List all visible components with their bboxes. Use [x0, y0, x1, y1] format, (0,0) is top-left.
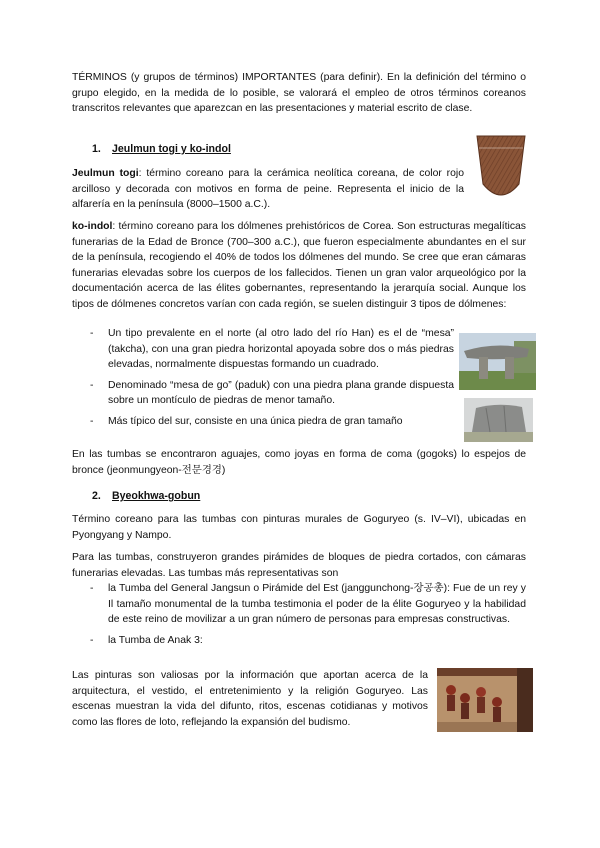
tombs-artifacts-paragraph: En las tumbas se encontraron aguajes, como joyas en forma de coma (gogoks) lo espejos de bronce (jeonmungyeon-전문경경) [72, 449, 526, 476]
jeulmun-pottery-image [473, 132, 529, 208]
intro-paragraph: TÉRMINOS (y grupos de términos) IMPORTANTES (para definir). En la definición del término o grupo elegido, en la medida de lo posible, se valorará el empleo de otros términos coreanos transcritos relevantes que aparezcan en las presentaciones y material escrito de clase. [72, 72, 526, 115]
tombs-list [90, 581, 526, 653]
koindol-paragraph [72, 219, 526, 313]
pyramids-paragraph: Para las tumbas, construyeron grandes pirámides de bloques de piedra cortados, con cámaras funerarias elevadas. Las tumbas más representativas son [72, 552, 526, 579]
go-table-dolmen-image [464, 398, 533, 442]
list-item: - Denominado “mesa de go” (paduk) con una piedra plana grande dispuesta sobre un montículo de piedras de menor tamaño. [90, 378, 454, 409]
section-1-number: 1. [92, 143, 101, 155]
section-2-title: Byeokhwa-gobun [112, 490, 201, 502]
mural-painting-image [437, 668, 533, 732]
koindol-term: ko-indol [72, 221, 113, 232]
list-item: - Un tipo prevalente en el norte (al otro lado del río Han) es el de “mesa” (takcha), con una gran piedra horizontal apoyada sobre dos o más piedras elevadas, normalmente dispuestas formando un cuadrado. [90, 326, 454, 373]
section-2-number: 2. [92, 490, 101, 502]
list-item: - la Tumba de Anak 3: [90, 633, 526, 649]
paintings-paragraph: Las pinturas son valiosas por la información que aportan acerca de la arquitectura, el vestido, el entretenimiento y la religión Goguryeo. Las escenas muestran la vida del difunto, ritos, escenas cotidianas y motivos como las flores de loto, reflejando la expansión del budismo. [72, 670, 428, 728]
section-2-heading [92, 490, 200, 502]
list-item: - la Tumba del General Jangsun o Pirámide del Est (janggunchong-장공총): Fue de un rey y Il tamaño monumental de la tumba testimonia el poder de la élite Goguryeo y la habilidad de este reino de movilizar a un gran número de personas para empresas constructivas. [90, 581, 526, 628]
jeulmun-term: Jeulmun togi [72, 168, 139, 179]
byeokhwa-definition: Término coreano para las tumbas con pinturas murales de Goguryeo (s. IV–VI), ubicadas en Pyongyang y Nampo. [72, 514, 526, 541]
list-item: - Más típico del sur, consiste en una única piedra de gran tamaño [90, 414, 454, 430]
dolmen-types-list [90, 326, 454, 435]
table-dolmen-image [459, 333, 536, 390]
section-1-heading [92, 143, 231, 155]
jeulmun-paragraph [72, 166, 464, 213]
koindol-definition: : término coreano para los dólmenes prehistóricos de Corea. Son estructuras megalíticas funerarias de la Edad de Bronce (700–300 a.C.), que fueron especialmente abundantes en el sur de la península, recogiendo el 40% de todos los dólmenes del mundo. Se cree que eran cámaras funerarias elevadas sobre los cuerpos de los fallecidos. Tienen un gran valor arqueológico por la documentación acerca de las élites gobernantes, representando la jerarquía social. Aunque los tipos de dólmenes concretos varían con cada región, se suelen distinguir 3 tipos de dólmenes: [72, 221, 526, 310]
jeulmun-definition: : término coreano para la cerámica neolítica coreana, de color rojo arcilloso y decorada con motivos en forma de peine. Representa el inicio de la alfarería en la península (8000–1500 a.C.). [72, 168, 464, 211]
section-1-title: Jeulmun togi y ko-indol [112, 143, 231, 155]
